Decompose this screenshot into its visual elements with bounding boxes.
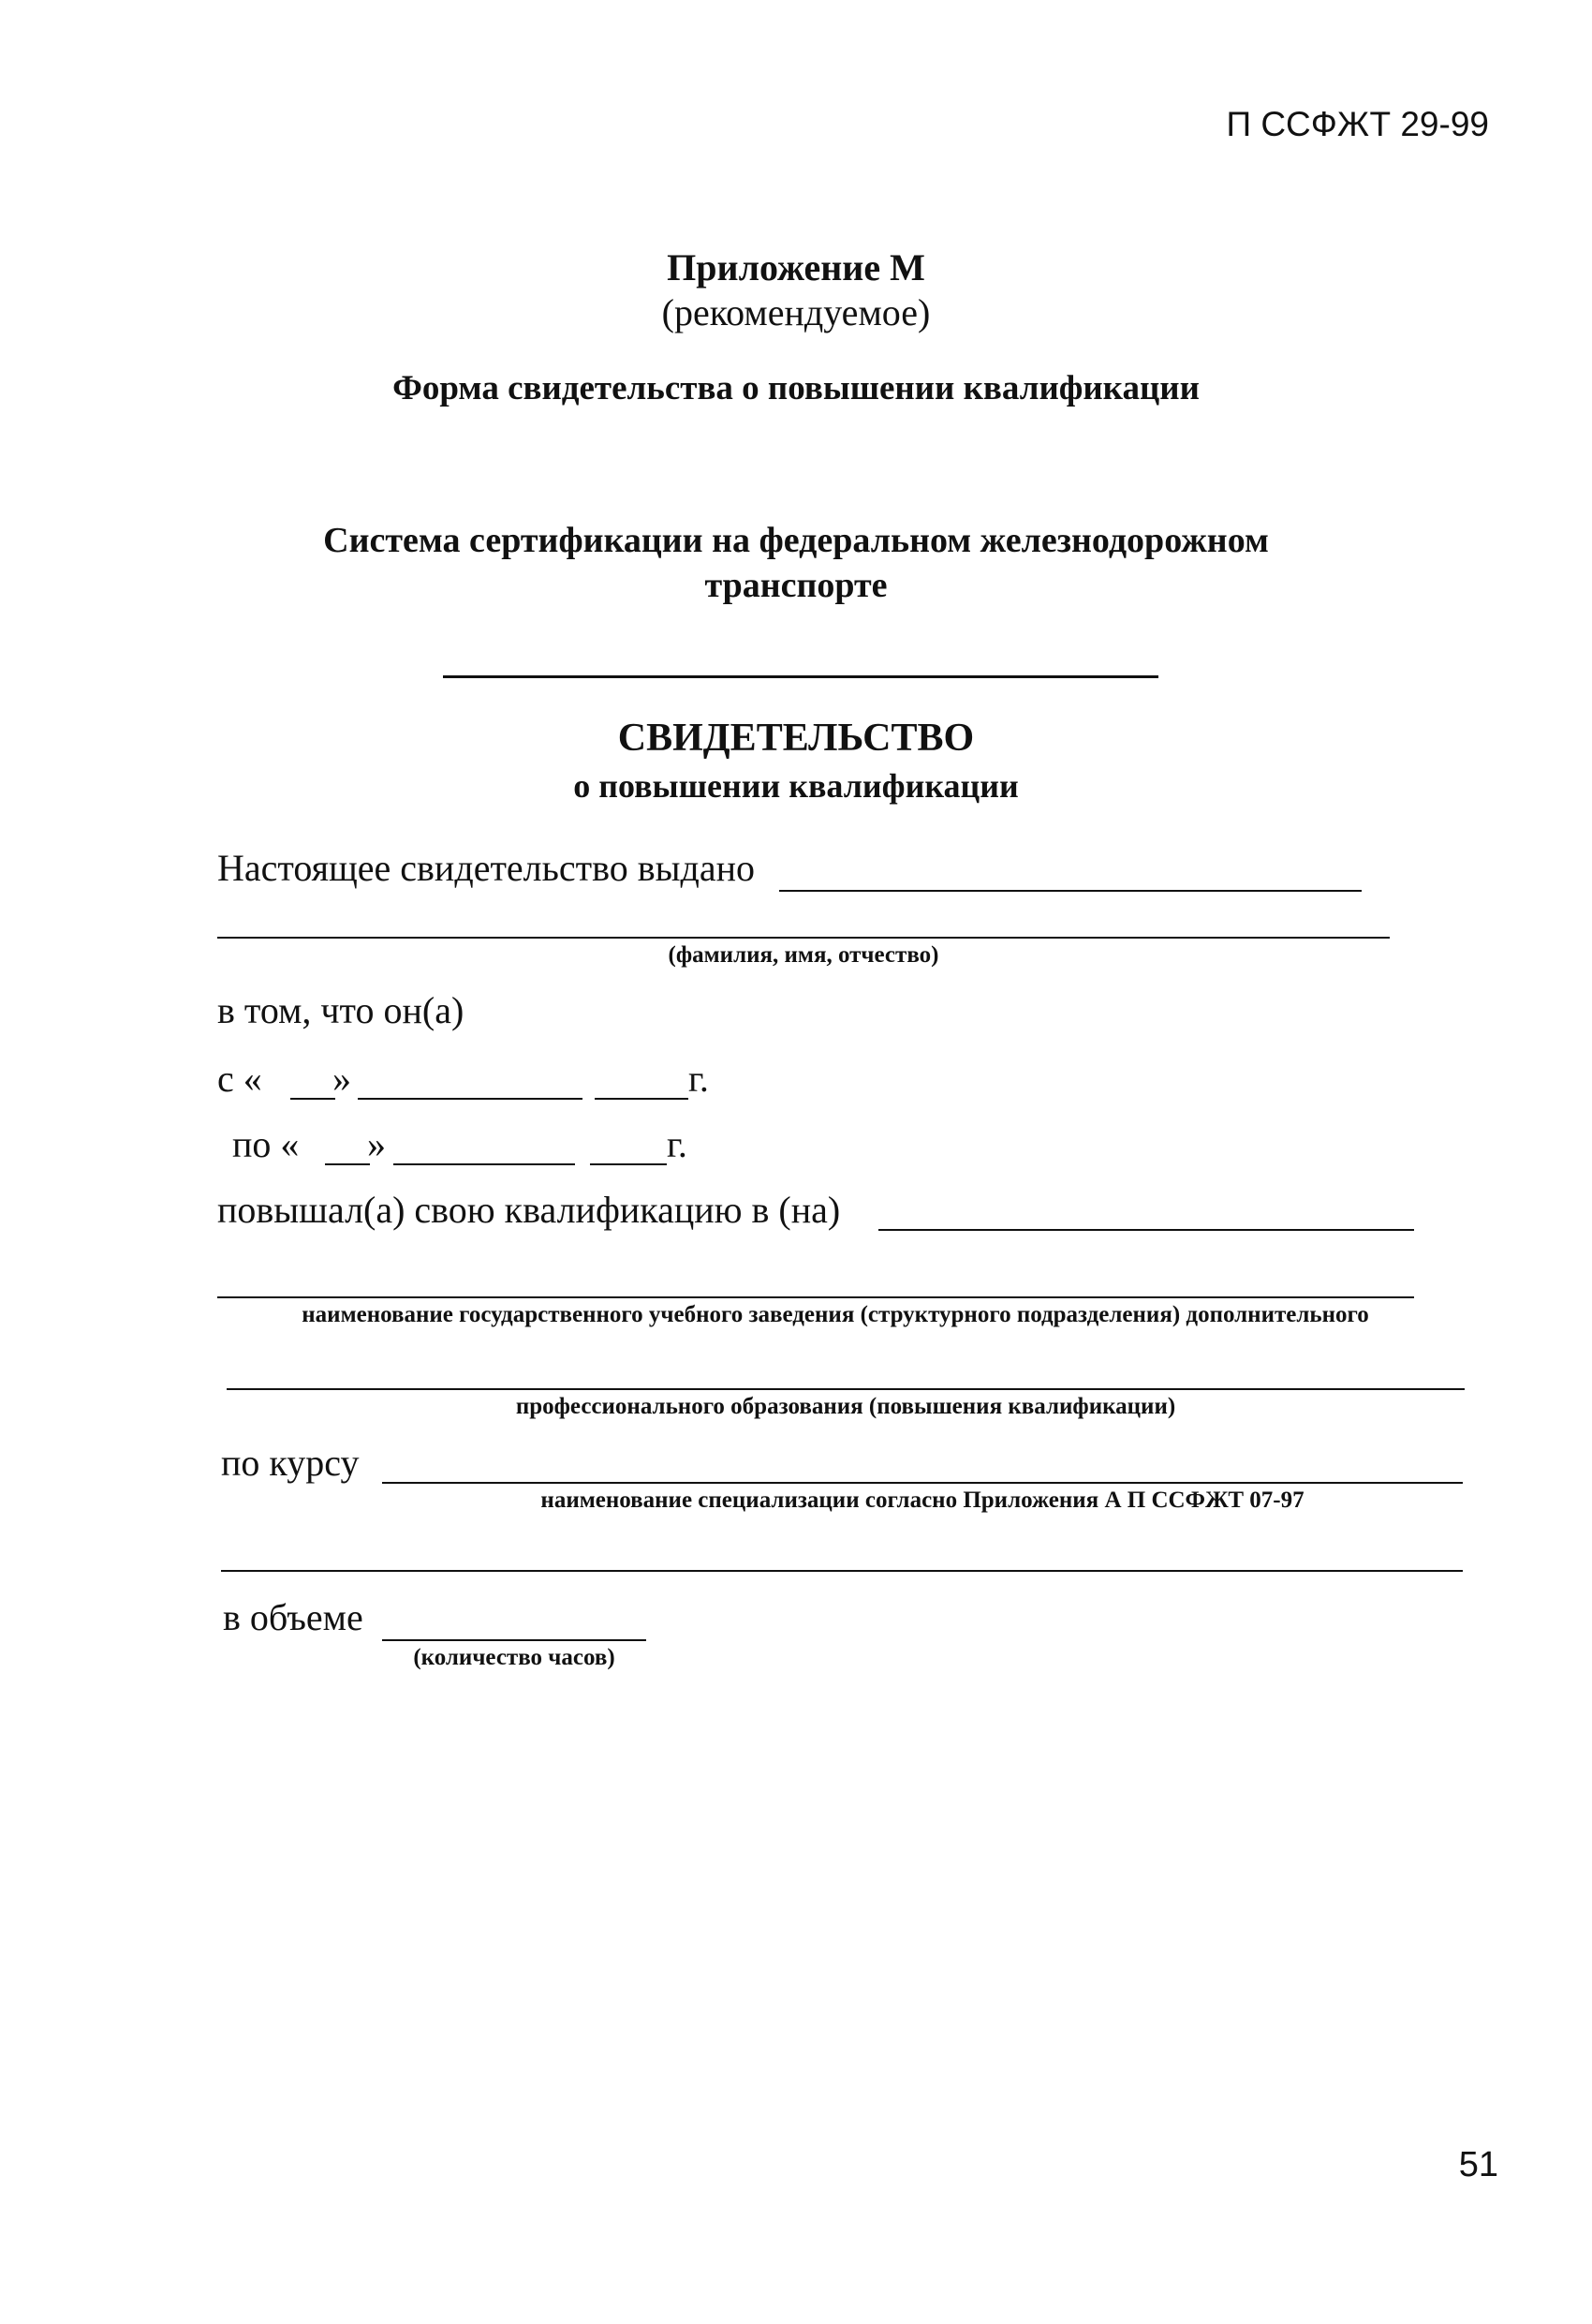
course-caption: наименование специализации согласно Приложения А П ССФЖТ 07-97	[540, 1488, 1305, 1513]
recipient-name-field[interactable]	[779, 890, 1362, 892]
from-year-field[interactable]	[595, 1098, 688, 1100]
institution-field[interactable]	[878, 1229, 1414, 1231]
certificate-title: СВИДЕТЕЛЬСТВО	[617, 717, 975, 760]
course-label: по курсу	[221, 1442, 360, 1484]
from-day-field[interactable]	[290, 1098, 335, 1100]
system-title-line-2: транспорте	[704, 566, 888, 605]
institution-caption-2: профессионального образования (повышения квалификации)	[515, 1394, 1176, 1419]
from-year-suffix: г.	[688, 1058, 709, 1100]
improved-label: повышал(а) свою квалификацию в (на)	[217, 1189, 841, 1231]
to-date-quote: »	[367, 1123, 386, 1165]
appendix-title: Приложение М	[667, 246, 925, 289]
to-year-field[interactable]	[590, 1163, 667, 1165]
that-label: в том, что он(а)	[217, 989, 464, 1031]
system-title-line-1: Система сертификации на федеральном железнодорожном	[323, 521, 1269, 560]
to-date-prefix: по «	[232, 1123, 300, 1165]
to-day-field[interactable]	[325, 1163, 370, 1165]
institution-caption-1: наименование государственного учебного заведения (структурного подразделения) дополнительного	[302, 1302, 1369, 1327]
to-year-suffix: г.	[667, 1123, 687, 1165]
issued-label: Настоящее свидетельство выдано	[217, 847, 756, 889]
from-date-quote: »	[332, 1058, 351, 1100]
from-month-field[interactable]	[358, 1098, 582, 1100]
course-field-continued[interactable]	[221, 1570, 1463, 1572]
form-title: Форма свидетельства о повышении квалификации	[392, 369, 1200, 407]
appendix-subtitle: (рекомендуемое)	[661, 291, 931, 333]
document-code: П ССФЖТ 29-99	[1226, 105, 1489, 143]
volume-label: в объеме	[223, 1596, 363, 1638]
volume-caption: (количество часов)	[413, 1645, 615, 1670]
fio-caption: (фамилия, имя, отчество)	[668, 942, 939, 968]
from-date-prefix: с «	[217, 1058, 262, 1100]
page-number: 51	[1458, 2145, 1498, 2184]
course-field[interactable]	[382, 1482, 1463, 1484]
institution-field-line-2[interactable]	[227, 1388, 1465, 1390]
institution-field-continued[interactable]	[217, 1296, 1414, 1298]
divider	[443, 675, 1158, 678]
certificate-subtitle: о повышении квалификации	[573, 767, 1019, 805]
volume-field[interactable]	[382, 1639, 646, 1641]
to-month-field[interactable]	[393, 1163, 575, 1165]
recipient-name-field-continued[interactable]	[217, 937, 1390, 939]
